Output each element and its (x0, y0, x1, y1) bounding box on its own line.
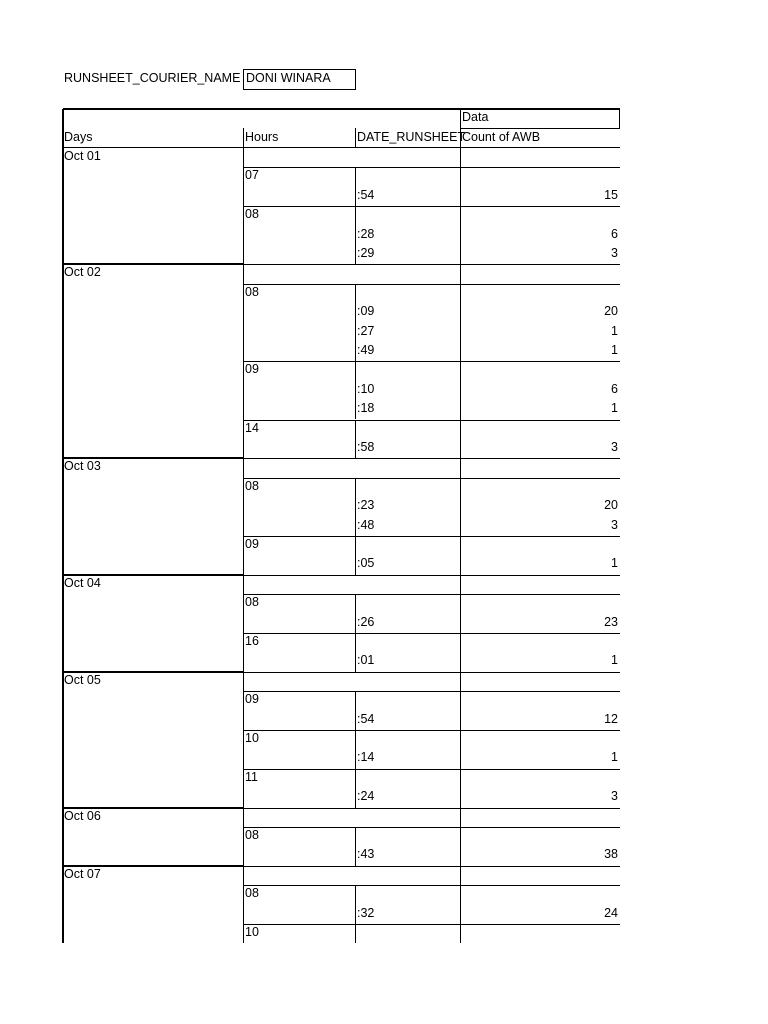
minute-label: :27 (357, 324, 375, 338)
minute-label: :01 (357, 653, 375, 667)
day-label[interactable]: Oct 01 (64, 149, 101, 163)
column-header-date-runsheet[interactable]: DATE_RUNSHEET (357, 130, 466, 144)
data-header-left-border (460, 109, 461, 129)
column-header-hours[interactable]: Hours (245, 130, 279, 144)
row-divider (243, 691, 620, 692)
awb-count-cell: 23 (604, 615, 618, 629)
minute-label: :05 (357, 556, 375, 570)
hour-group-border (243, 672, 620, 673)
awb-count-cell: 6 (611, 382, 618, 396)
awb-count-cell: 1 (611, 653, 618, 667)
awb-count-cell: 6 (611, 227, 618, 241)
awb-count-cell: 1 (611, 750, 618, 764)
courier-name-value: DONI WINARA (246, 71, 331, 85)
hours-column-divider (355, 827, 356, 866)
hour-label[interactable]: 08 (245, 595, 259, 609)
hours-column-divider (355, 633, 356, 672)
awb-count-cell: 3 (611, 246, 618, 260)
hours-column-divider (355, 769, 356, 808)
minute-label: :43 (357, 847, 375, 861)
awb-count-cell: 3 (611, 789, 618, 803)
hours-column-divider (355, 536, 356, 575)
hour-label[interactable]: 08 (245, 285, 259, 299)
row-divider (243, 827, 620, 828)
data-header-bottom-border (460, 128, 620, 129)
hour-group-border (243, 458, 620, 459)
courier-name-label: RUNSHEET_COURIER_NAME (64, 71, 241, 85)
minute-label: :54 (357, 712, 375, 726)
minute-label: :29 (357, 246, 375, 260)
row-divider (243, 478, 620, 479)
day-label[interactable]: Oct 05 (64, 672, 101, 687)
hours-column-divider (355, 594, 356, 633)
hours-column-divider-header (355, 128, 356, 148)
awb-count-cell: 15 (604, 188, 618, 202)
awb-count-cell: 3 (611, 440, 618, 454)
hour-group-border (243, 924, 620, 925)
hour-label[interactable]: 08 (245, 479, 259, 493)
hour-group-border (243, 536, 620, 537)
hour-label[interactable]: 09 (245, 692, 259, 706)
minute-label: :09 (357, 304, 375, 318)
column-header-count-of-awb[interactable]: Count of AWB (462, 130, 541, 144)
header-bottom-border (63, 147, 620, 148)
hour-label[interactable]: 08 (245, 207, 259, 221)
minute-label: :23 (357, 498, 375, 512)
hours-column-divider (355, 284, 356, 362)
row-divider (243, 885, 620, 886)
day-label[interactable]: Oct 04 (64, 575, 101, 590)
hours-column-divider (355, 167, 356, 206)
hour-group-border (243, 264, 620, 265)
hour-group-border (243, 633, 620, 634)
awb-count-cell: 1 (611, 401, 618, 415)
awb-count-cell: 20 (604, 498, 618, 512)
awb-count-cell: 38 (604, 847, 618, 861)
hour-group-border (243, 420, 620, 421)
hour-label[interactable]: 08 (245, 886, 259, 900)
awb-count-cell: 1 (611, 343, 618, 357)
hours-column-divider (355, 206, 356, 264)
hour-label[interactable]: 14 (245, 421, 259, 435)
row-divider (243, 167, 620, 168)
hour-label[interactable]: 09 (245, 537, 259, 551)
awb-count-cell: 20 (604, 304, 618, 318)
hour-group-border (243, 808, 620, 809)
hour-group-border (243, 361, 620, 362)
day-label[interactable]: Oct 07 (64, 866, 101, 881)
awb-count-cell: 3 (611, 518, 618, 532)
hours-column-divider (355, 420, 356, 459)
hour-label[interactable]: 10 (245, 925, 259, 939)
hour-group-border (243, 866, 620, 867)
awb-count-cell: 1 (611, 556, 618, 570)
hour-label[interactable]: 11 (245, 770, 258, 784)
column-header-days[interactable]: Days (64, 130, 93, 144)
hour-group-border (243, 769, 620, 770)
minute-label: :49 (357, 343, 375, 357)
minute-label: :18 (357, 401, 375, 415)
row-divider (243, 594, 620, 595)
hour-label[interactable]: 16 (245, 634, 259, 648)
hour-label[interactable]: 07 (245, 168, 259, 182)
minute-label: :14 (357, 750, 375, 764)
day-label[interactable]: Oct 02 (64, 265, 101, 280)
hours-column-divider (355, 478, 356, 536)
hours-column-divider (355, 361, 356, 419)
day-label[interactable]: Oct 06 (64, 808, 101, 823)
hour-group-border (243, 206, 620, 207)
awb-count-cell: 1 (611, 324, 618, 338)
minute-label: :58 (357, 440, 375, 454)
day-label[interactable]: Oct 03 (64, 459, 101, 474)
hour-label[interactable]: 09 (245, 362, 259, 376)
hour-label[interactable]: 08 (245, 828, 259, 842)
minute-label: :28 (357, 227, 375, 241)
awb-count-cell: 24 (604, 906, 618, 920)
minute-label: :10 (357, 382, 375, 396)
minute-label: :24 (357, 789, 375, 803)
table-top-border (63, 108, 620, 110)
data-header-right-border (619, 109, 620, 129)
row-divider (243, 284, 620, 285)
awb-count-cell: 12 (604, 712, 618, 726)
minute-label: :48 (357, 518, 375, 532)
minute-label: :32 (357, 906, 375, 920)
minute-label: :26 (357, 615, 375, 629)
data-field-label: Data (462, 110, 489, 124)
hours-column-divider (355, 730, 356, 769)
hour-label[interactable]: 10 (245, 731, 259, 745)
hour-group-border (243, 730, 620, 731)
hours-column-divider (355, 924, 356, 943)
hours-column-divider (355, 691, 356, 730)
minute-label: :54 (357, 188, 375, 202)
hour-group-border (243, 575, 620, 576)
hours-column-divider (355, 885, 356, 924)
